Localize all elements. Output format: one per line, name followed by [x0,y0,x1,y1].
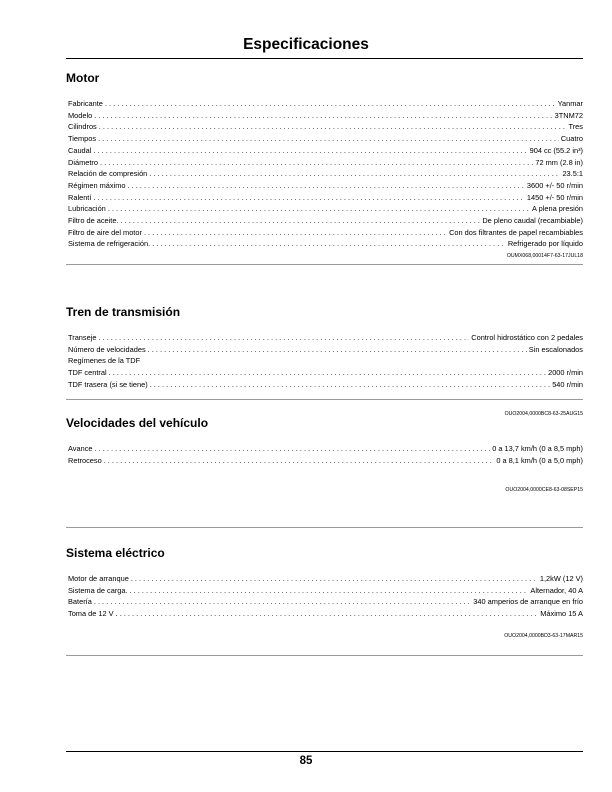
spec-value: Alternador, 40 A [530,585,583,595]
spec-row [66,203,583,215]
spec-row [66,238,583,250]
spec-row [66,192,583,204]
spec-label: Filtro de aire del motor [68,227,142,237]
spec-row [66,180,583,192]
spec-value: 3TNM72 [554,110,583,120]
spec-row [66,379,583,391]
spec-row [66,455,583,467]
page-number: 85 [299,755,313,767]
dot-leader [152,238,506,250]
dot-leader [93,145,527,157]
section-title: Motor [66,71,100,85]
spec-value: 72 mm (2.8 in) [535,157,583,167]
spec-label: Modelo [68,110,93,120]
spec-row [66,367,583,379]
spec-row [66,121,583,133]
spec-label: Motor de arranque [68,574,129,583]
document-code: OUO2004,0000BC8-63-25AUG15 [504,410,583,417]
spec-label: TDF central [68,368,107,378]
spec-label: Relación de compresión [68,169,148,179]
title-rule [66,58,583,59]
spec-label: Batería [68,597,92,607]
spec-value: A plena presión [532,204,583,214]
spec-row [66,355,583,367]
spec-label: Diámetro [68,157,98,167]
dot-leader [109,367,546,379]
dot-leader [144,227,447,239]
dot-leader [94,110,552,122]
section-title: Tren de transmisión [66,305,181,319]
spec-label: Filtro de aceite. [68,216,119,226]
spec-value: Yanmar [557,99,583,108]
dot-leader [98,332,469,344]
spec-value: Con dos filtrantes de papel recambiables [449,227,583,237]
spec-label: Retroceso [68,455,102,465]
section-divider [66,527,583,528]
spec-value: 1450 +/- 50 r/min [526,192,583,202]
spec-list [66,98,583,250]
spec-label: Sistema de carga. [68,585,128,595]
spec-row [66,596,583,608]
page-title: Especificaciones [243,36,369,53]
spec-row [66,585,583,597]
section-title: Velocidades del vehículo [66,416,209,430]
spec-label: Tiempos [68,134,97,144]
spec-label: Avance [68,444,93,453]
dot-leader [128,180,525,192]
spec-row [66,443,583,455]
dot-leader [100,157,533,169]
spec-value: 23.5:1 [562,169,583,179]
section-title: Sistema eléctrico [66,546,165,560]
dot-leader [99,121,567,133]
spec-row [66,98,583,110]
spec-value: Cuatro [560,134,583,144]
document-code: OUMX068,00014F7-63-17JUL18 [506,253,583,260]
spec-label: Régimen máximo [68,180,126,190]
dot-leader [150,379,551,391]
spec-value: Sin escalonados [528,344,583,354]
spec-value: De pleno caudal (recambiable) [482,216,583,226]
spec-row [66,215,583,227]
spec-value: 0 a 8,1 km/h (0 a 5,0 mph) [496,455,583,465]
section-motor [66,71,583,260]
spec-list [66,332,583,391]
spec-value: 1,2kW (12 V) [539,574,583,583]
dot-leader [131,573,538,585]
spec-value: Tres [568,122,583,132]
dot-leader [130,585,529,597]
spec-row [66,110,583,122]
spec-label: Transeje [68,333,97,342]
spec-label: Toma de 12 V [68,609,114,619]
spec-row [66,133,583,145]
spec-label: Caudal [68,145,92,155]
spec-label: Cilindros [68,122,97,132]
footer-rule [66,751,583,752]
spec-label: TDF trasera (si se tiene) [68,379,148,389]
spec-label: Lubricación [68,204,106,214]
dot-leader [148,344,527,356]
spec-row [66,573,583,585]
dot-leader [95,443,491,455]
spec-value: 540 r/min [552,379,583,389]
dot-leader [121,215,481,227]
spec-row [66,344,583,356]
spec-value: 340 amperios de arranque en frío [473,597,583,607]
dot-leader [93,192,525,204]
spec-value: 0 a 13,7 km/h (0 a 8,5 mph) [492,444,583,453]
section-tren-de-transmision [66,305,583,418]
section-divider [66,399,583,400]
dot-leader [98,133,559,145]
spec-value: 904 cc (55.2 in³) [529,145,583,155]
dot-leader [105,98,556,110]
section-divider [66,655,583,656]
spec-list [66,443,583,466]
spec-row [66,168,583,180]
spec-row [66,332,583,344]
spec-value: 2000 r/min [548,368,583,378]
spec-row [66,608,583,620]
spec-label: Sistema de refrigeración. [68,239,151,249]
dot-leader [149,168,560,180]
document-code: OUO2004,0000BD3-63-17MAR15 [504,632,583,639]
spec-label: Regímenes de la TDF [68,356,141,366]
dot-leader [104,455,495,467]
document-code: OUO2004,0000CE8-63-08SEP15 [505,487,583,494]
section-sistema-electrico [66,546,583,640]
spec-value: Control hidrostático con 2 pedales [471,333,583,342]
spec-value: Refrigerado por líquido [507,239,583,249]
spec-row [66,157,583,169]
spec-label: Fabricante [68,99,103,108]
section-velocidades [66,416,583,494]
dot-leader [116,608,539,620]
spec-label: Número de velocidades [68,344,146,354]
dot-leader [108,203,530,215]
spec-list [66,573,583,620]
dot-leader [94,596,471,608]
section-divider [66,264,583,265]
spec-value: 3600 +/- 50 r/min [526,180,583,190]
spec-label: Ralentí [68,192,92,202]
spec-value: Máximo 15 A [540,609,583,619]
spec-row [66,227,583,239]
spec-row [66,145,583,157]
